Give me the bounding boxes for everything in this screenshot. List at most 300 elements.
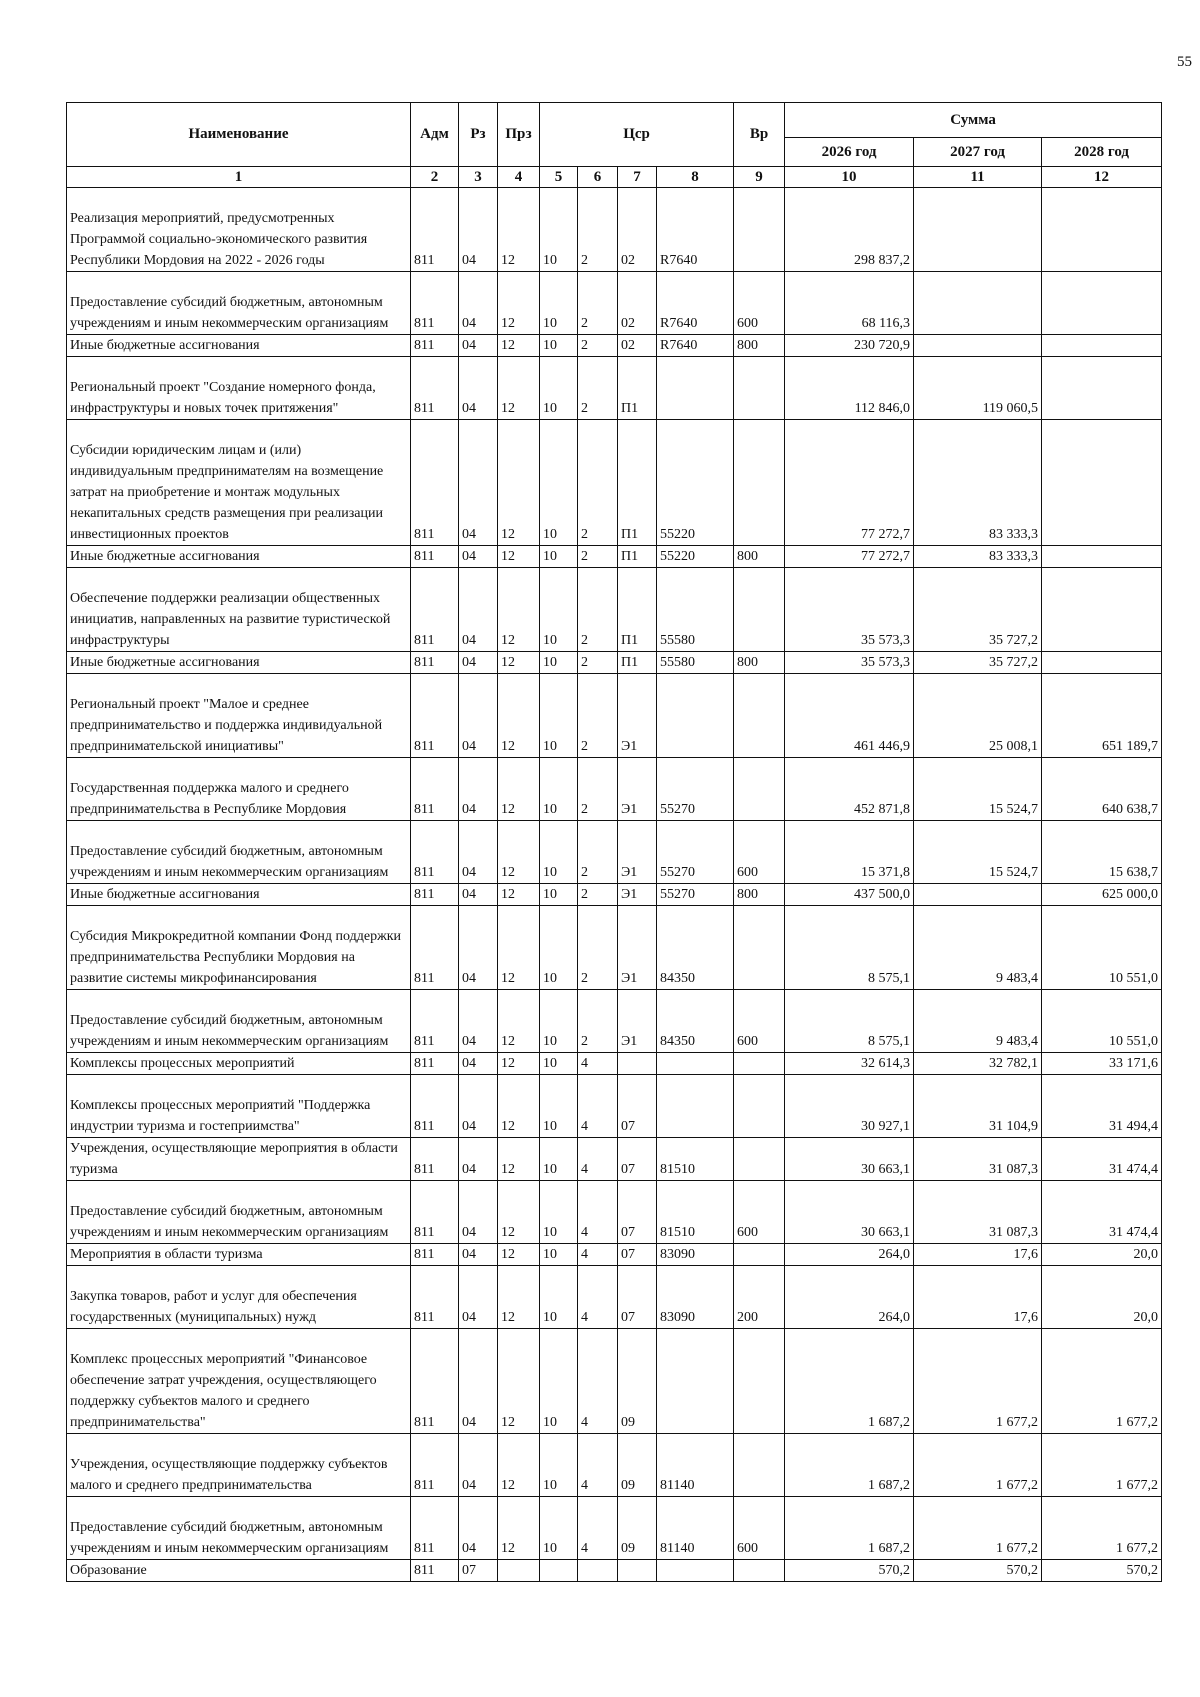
row-prz: 12 xyxy=(498,758,540,821)
row-csr-part-7: П1 xyxy=(618,568,657,652)
header-prz: Прз xyxy=(498,103,540,167)
table-row xyxy=(67,1075,1162,1138)
row-amount-2028 xyxy=(1042,357,1162,420)
table-row xyxy=(67,357,1162,420)
row-csr-part-6: 2 xyxy=(578,652,618,674)
row-amount-2028: 31 474,4 xyxy=(1042,1181,1162,1244)
row-csr-part-8: 55220 xyxy=(657,546,734,568)
row-prz: 12 xyxy=(498,335,540,357)
row-name: Предоставление субсидий бюджетным, автономным учреждениям и иным некоммерческим организациям xyxy=(67,272,411,335)
row-csr-part-5: 10 xyxy=(540,568,578,652)
row-name: Обеспечение поддержки реализации общественных инициатив, направленных на развитие туристической инфраструктуры xyxy=(67,568,411,652)
row-name: Образование xyxy=(67,1560,411,1582)
row-rz: 04 xyxy=(459,1075,498,1138)
row-amount-2028: 33 171,6 xyxy=(1042,1053,1162,1075)
row-amount-2027: 1 677,2 xyxy=(914,1497,1042,1560)
row-prz: 12 xyxy=(498,1138,540,1181)
row-csr-part-6: 2 xyxy=(578,357,618,420)
row-csr-part-6: 2 xyxy=(578,335,618,357)
row-csr-part-6 xyxy=(578,1560,618,1582)
row-name: Иные бюджетные ассигнования xyxy=(67,884,411,906)
row-amount-2028: 625 000,0 xyxy=(1042,884,1162,906)
row-amount-2026: 264,0 xyxy=(785,1266,914,1329)
row-adm: 811 xyxy=(411,546,459,568)
row-adm: 811 xyxy=(411,357,459,420)
row-rz: 04 xyxy=(459,1181,498,1244)
row-vr xyxy=(734,188,785,272)
row-amount-2026: 35 573,3 xyxy=(785,652,914,674)
row-csr-part-7: Э1 xyxy=(618,821,657,884)
row-amount-2027: 31 104,9 xyxy=(914,1075,1042,1138)
row-amount-2027 xyxy=(914,884,1042,906)
table-row xyxy=(67,1497,1162,1560)
row-csr-part-7: 09 xyxy=(618,1329,657,1434)
table-row xyxy=(67,906,1162,990)
row-amount-2028: 1 677,2 xyxy=(1042,1434,1162,1497)
row-adm: 811 xyxy=(411,1244,459,1266)
row-prz: 12 xyxy=(498,990,540,1053)
row-adm: 811 xyxy=(411,1560,459,1582)
row-csr-part-5: 10 xyxy=(540,884,578,906)
table-row xyxy=(67,758,1162,821)
row-amount-2027: 15 524,7 xyxy=(914,758,1042,821)
row-csr-part-5: 10 xyxy=(540,1181,578,1244)
row-csr-part-7: Э1 xyxy=(618,758,657,821)
row-csr-part-8: 83090 xyxy=(657,1266,734,1329)
row-vr xyxy=(734,1560,785,1582)
row-amount-2026: 230 720,9 xyxy=(785,335,914,357)
row-csr-part-7: Э1 xyxy=(618,884,657,906)
row-vr: 600 xyxy=(734,1497,785,1560)
row-amount-2027: 25 008,1 xyxy=(914,674,1042,758)
row-csr-part-6: 4 xyxy=(578,1266,618,1329)
row-amount-2026: 1 687,2 xyxy=(785,1329,914,1434)
table-row xyxy=(67,1434,1162,1497)
row-amount-2027: 9 483,4 xyxy=(914,906,1042,990)
row-csr-part-8: R7640 xyxy=(657,188,734,272)
row-csr-part-6: 4 xyxy=(578,1244,618,1266)
row-csr-part-5: 10 xyxy=(540,188,578,272)
row-amount-2026: 112 846,0 xyxy=(785,357,914,420)
row-rz: 04 xyxy=(459,1244,498,1266)
row-amount-2027: 31 087,3 xyxy=(914,1138,1042,1181)
row-adm: 811 xyxy=(411,568,459,652)
table-row xyxy=(67,568,1162,652)
row-csr-part-6: 2 xyxy=(578,990,618,1053)
row-csr-part-6: 4 xyxy=(578,1181,618,1244)
row-csr-part-5: 10 xyxy=(540,1138,578,1181)
row-prz: 12 xyxy=(498,674,540,758)
row-amount-2027: 17,6 xyxy=(914,1266,1042,1329)
row-csr-part-5: 10 xyxy=(540,1075,578,1138)
row-vr xyxy=(734,357,785,420)
row-amount-2028 xyxy=(1042,420,1162,546)
row-csr-part-5: 10 xyxy=(540,357,578,420)
row-adm: 811 xyxy=(411,1075,459,1138)
row-vr: 800 xyxy=(734,546,785,568)
row-vr xyxy=(734,1053,785,1075)
row-amount-2027 xyxy=(914,335,1042,357)
row-prz: 12 xyxy=(498,188,540,272)
row-csr-part-8: 81510 xyxy=(657,1138,734,1181)
row-prz: 12 xyxy=(498,1181,540,1244)
row-adm: 811 xyxy=(411,1053,459,1075)
row-rz: 07 xyxy=(459,1560,498,1582)
column-number: 11 xyxy=(914,167,1042,188)
row-csr-part-7: 07 xyxy=(618,1266,657,1329)
row-prz: 12 xyxy=(498,652,540,674)
row-csr-part-5: 10 xyxy=(540,1266,578,1329)
row-rz: 04 xyxy=(459,906,498,990)
header-year-2027: 2027 год xyxy=(914,138,1042,167)
row-csr-part-6: 2 xyxy=(578,884,618,906)
row-amount-2026: 30 927,1 xyxy=(785,1075,914,1138)
row-rz: 04 xyxy=(459,652,498,674)
row-csr-part-7: П1 xyxy=(618,652,657,674)
row-csr-part-6: 2 xyxy=(578,420,618,546)
row-prz: 12 xyxy=(498,272,540,335)
row-amount-2027: 35 727,2 xyxy=(914,568,1042,652)
table-row xyxy=(67,990,1162,1053)
row-amount-2027: 31 087,3 xyxy=(914,1181,1042,1244)
row-prz: 12 xyxy=(498,357,540,420)
row-csr-part-7: 09 xyxy=(618,1497,657,1560)
row-name: Мероприятия в области туризма xyxy=(67,1244,411,1266)
row-prz: 12 xyxy=(498,884,540,906)
row-name: Предоставление субсидий бюджетным, автономным учреждениям и иным некоммерческим организациям xyxy=(67,990,411,1053)
row-amount-2028: 640 638,7 xyxy=(1042,758,1162,821)
row-csr-part-5: 10 xyxy=(540,674,578,758)
row-vr: 600 xyxy=(734,272,785,335)
row-amount-2028 xyxy=(1042,652,1162,674)
row-amount-2028 xyxy=(1042,188,1162,272)
row-csr-part-7: 02 xyxy=(618,272,657,335)
column-number: 4 xyxy=(498,167,540,188)
row-csr-part-5: 10 xyxy=(540,652,578,674)
row-csr-part-6: 2 xyxy=(578,758,618,821)
row-adm: 811 xyxy=(411,188,459,272)
row-amount-2026: 77 272,7 xyxy=(785,420,914,546)
row-rz: 04 xyxy=(459,758,498,821)
row-vr xyxy=(734,420,785,546)
column-number: 2 xyxy=(411,167,459,188)
row-name: Региональный проект "Создание номерного фонда, инфраструктуры и новых точек притяжения" xyxy=(67,357,411,420)
row-name: Комплексы процессных мероприятий xyxy=(67,1053,411,1075)
row-rz: 04 xyxy=(459,821,498,884)
row-adm: 811 xyxy=(411,906,459,990)
row-name: Иные бюджетные ассигнования xyxy=(67,546,411,568)
row-amount-2028: 1 677,2 xyxy=(1042,1497,1162,1560)
row-prz: 12 xyxy=(498,1244,540,1266)
row-csr-part-8 xyxy=(657,1560,734,1582)
table-row xyxy=(67,1053,1162,1075)
row-amount-2027: 570,2 xyxy=(914,1560,1042,1582)
row-prz: 12 xyxy=(498,420,540,546)
row-name: Комплекс процессных мероприятий "Финансовое обеспечение затрат учреждения, осуществляющего поддержку субъектов малого и среднего предпринимательства" xyxy=(67,1329,411,1434)
row-amount-2027 xyxy=(914,272,1042,335)
header-csr: Цср xyxy=(540,103,734,167)
row-name: Предоставление субсидий бюджетным, автономным учреждениям и иным некоммерческим организациям xyxy=(67,821,411,884)
row-csr-part-7: П1 xyxy=(618,546,657,568)
header-vr: Вр xyxy=(734,103,785,167)
table-row xyxy=(67,674,1162,758)
row-csr-part-8: 55270 xyxy=(657,884,734,906)
row-csr-part-5: 10 xyxy=(540,758,578,821)
page-number: 55 xyxy=(1177,54,1192,70)
column-number: 8 xyxy=(657,167,734,188)
row-prz: 12 xyxy=(498,568,540,652)
row-csr-part-5: 10 xyxy=(540,906,578,990)
row-csr-part-6: 2 xyxy=(578,188,618,272)
row-amount-2026: 32 614,3 xyxy=(785,1053,914,1075)
row-vr: 600 xyxy=(734,990,785,1053)
row-rz: 04 xyxy=(459,884,498,906)
row-csr-part-8: 55220 xyxy=(657,420,734,546)
row-csr-part-6: 4 xyxy=(578,1138,618,1181)
row-adm: 811 xyxy=(411,990,459,1053)
row-adm: 811 xyxy=(411,1266,459,1329)
row-rz: 04 xyxy=(459,1266,498,1329)
table-row xyxy=(67,1244,1162,1266)
row-prz: 12 xyxy=(498,1075,540,1138)
row-prz: 12 xyxy=(498,546,540,568)
row-csr-part-6: 4 xyxy=(578,1075,618,1138)
row-csr-part-8: R7640 xyxy=(657,335,734,357)
row-adm: 811 xyxy=(411,821,459,884)
row-amount-2028: 20,0 xyxy=(1042,1244,1162,1266)
row-csr-part-6: 2 xyxy=(578,546,618,568)
row-amount-2027: 15 524,7 xyxy=(914,821,1042,884)
row-vr xyxy=(734,674,785,758)
row-adm: 811 xyxy=(411,335,459,357)
row-csr-part-7: 07 xyxy=(618,1244,657,1266)
row-csr-part-7 xyxy=(618,1053,657,1075)
column-number: 3 xyxy=(459,167,498,188)
row-amount-2028: 651 189,7 xyxy=(1042,674,1162,758)
row-amount-2026: 15 371,8 xyxy=(785,821,914,884)
row-csr-part-5: 10 xyxy=(540,272,578,335)
row-name: Субсидии юридическим лицам и (или) индивидуальным предпринимателям на возмещение затрат на приобретение и монтаж модульных некапитальных средств размещения при реализации инвестиционных проектов xyxy=(67,420,411,546)
table-row xyxy=(67,1329,1162,1434)
row-adm: 811 xyxy=(411,272,459,335)
row-csr-part-8: 55270 xyxy=(657,758,734,821)
row-adm: 811 xyxy=(411,1181,459,1244)
table-row xyxy=(67,1181,1162,1244)
row-amount-2026: 437 500,0 xyxy=(785,884,914,906)
row-amount-2027 xyxy=(914,188,1042,272)
row-name: Региональный проект "Малое и среднее предпринимательство и поддержка индивидуальной предпринимательской инициативы" xyxy=(67,674,411,758)
row-vr: 800 xyxy=(734,652,785,674)
row-csr-part-5 xyxy=(540,1560,578,1582)
budget-table xyxy=(66,102,1162,1582)
table-row xyxy=(67,335,1162,357)
row-amount-2027: 32 782,1 xyxy=(914,1053,1042,1075)
row-amount-2028: 10 551,0 xyxy=(1042,906,1162,990)
row-amount-2028: 31 494,4 xyxy=(1042,1075,1162,1138)
column-number: 7 xyxy=(618,167,657,188)
row-rz: 04 xyxy=(459,990,498,1053)
row-rz: 04 xyxy=(459,1434,498,1497)
row-name: Учреждения, осуществляющие мероприятия в области туризма xyxy=(67,1138,411,1181)
row-rz: 04 xyxy=(459,420,498,546)
row-vr: 600 xyxy=(734,1181,785,1244)
row-csr-part-8: R7640 xyxy=(657,272,734,335)
table-row xyxy=(67,420,1162,546)
row-name: Предоставление субсидий бюджетным, автономным учреждениям и иным некоммерческим организациям xyxy=(67,1181,411,1244)
row-amount-2027: 17,6 xyxy=(914,1244,1042,1266)
row-name: Иные бюджетные ассигнования xyxy=(67,335,411,357)
row-name: Субсидия Микрокредитной компании Фонд поддержки предпринимательства Республики Мордовия на развитие системы микрофинансирования xyxy=(67,906,411,990)
row-csr-part-8 xyxy=(657,357,734,420)
row-rz: 04 xyxy=(459,1053,498,1075)
row-name: Реализация мероприятий, предусмотренных Программой социально-экономического развития Республики Мордовия на 2022 - 2026 годы xyxy=(67,188,411,272)
row-adm: 811 xyxy=(411,884,459,906)
row-amount-2028: 20,0 xyxy=(1042,1266,1162,1329)
row-amount-2027: 1 677,2 xyxy=(914,1434,1042,1497)
table-row xyxy=(67,652,1162,674)
row-csr-part-5: 10 xyxy=(540,1434,578,1497)
row-prz: 12 xyxy=(498,821,540,884)
row-rz: 04 xyxy=(459,357,498,420)
row-csr-part-8: 55270 xyxy=(657,821,734,884)
row-csr-part-8 xyxy=(657,1329,734,1434)
row-rz: 04 xyxy=(459,1329,498,1434)
row-csr-part-7: П1 xyxy=(618,420,657,546)
row-csr-part-6: 2 xyxy=(578,568,618,652)
row-amount-2026: 461 446,9 xyxy=(785,674,914,758)
header-year-2028: 2028 год xyxy=(1042,138,1162,167)
row-amount-2026: 1 687,2 xyxy=(785,1497,914,1560)
row-vr: 800 xyxy=(734,884,785,906)
row-name: Предоставление субсидий бюджетным, автономным учреждениям и иным некоммерческим организациям xyxy=(67,1497,411,1560)
table-row xyxy=(67,188,1162,272)
row-vr xyxy=(734,1434,785,1497)
row-vr: 800 xyxy=(734,335,785,357)
row-amount-2026: 8 575,1 xyxy=(785,990,914,1053)
row-amount-2028 xyxy=(1042,568,1162,652)
row-name: Комплексы процессных мероприятий "Поддержка индустрии туризма и гостеприимства" xyxy=(67,1075,411,1138)
row-csr-part-8: 84350 xyxy=(657,906,734,990)
row-amount-2026: 68 116,3 xyxy=(785,272,914,335)
row-rz: 04 xyxy=(459,335,498,357)
row-amount-2027: 35 727,2 xyxy=(914,652,1042,674)
table-row xyxy=(67,272,1162,335)
row-csr-part-7: П1 xyxy=(618,357,657,420)
row-vr xyxy=(734,1075,785,1138)
row-amount-2026: 30 663,1 xyxy=(785,1181,914,1244)
row-prz: 12 xyxy=(498,1266,540,1329)
table-row xyxy=(67,884,1162,906)
row-csr-part-5: 10 xyxy=(540,420,578,546)
row-vr: 600 xyxy=(734,821,785,884)
row-amount-2028 xyxy=(1042,546,1162,568)
row-amount-2028: 31 474,4 xyxy=(1042,1138,1162,1181)
row-csr-part-8: 81510 xyxy=(657,1181,734,1244)
row-vr xyxy=(734,568,785,652)
row-prz: 12 xyxy=(498,1497,540,1560)
row-csr-part-8: 84350 xyxy=(657,990,734,1053)
table-row xyxy=(67,821,1162,884)
row-amount-2026: 1 687,2 xyxy=(785,1434,914,1497)
column-number: 1 xyxy=(67,167,411,188)
row-csr-part-6: 4 xyxy=(578,1329,618,1434)
row-vr xyxy=(734,758,785,821)
row-csr-part-5: 10 xyxy=(540,1244,578,1266)
row-rz: 04 xyxy=(459,546,498,568)
table-row xyxy=(67,1138,1162,1181)
row-csr-part-7: 07 xyxy=(618,1138,657,1181)
row-prz: 12 xyxy=(498,1053,540,1075)
row-csr-part-7: 09 xyxy=(618,1434,657,1497)
row-csr-part-7 xyxy=(618,1560,657,1582)
row-name: Учреждения, осуществляющие поддержку субъектов малого и среднего предпринимательства xyxy=(67,1434,411,1497)
row-vr xyxy=(734,906,785,990)
column-number: 9 xyxy=(734,167,785,188)
row-adm: 811 xyxy=(411,1138,459,1181)
row-csr-part-7: 02 xyxy=(618,188,657,272)
column-number: 10 xyxy=(785,167,914,188)
row-rz: 04 xyxy=(459,1138,498,1181)
row-amount-2027: 119 060,5 xyxy=(914,357,1042,420)
row-amount-2026: 298 837,2 xyxy=(785,188,914,272)
row-amount-2028 xyxy=(1042,335,1162,357)
row-prz: 12 xyxy=(498,1434,540,1497)
row-amount-2026: 30 663,1 xyxy=(785,1138,914,1181)
row-csr-part-8 xyxy=(657,1053,734,1075)
table-body xyxy=(67,188,1162,1582)
row-csr-part-7: 02 xyxy=(618,335,657,357)
row-csr-part-7: 07 xyxy=(618,1181,657,1244)
row-rz: 04 xyxy=(459,568,498,652)
row-rz: 04 xyxy=(459,188,498,272)
row-csr-part-5: 10 xyxy=(540,335,578,357)
row-csr-part-6: 4 xyxy=(578,1434,618,1497)
row-prz: 12 xyxy=(498,1329,540,1434)
row-name: Государственная поддержка малого и среднего предпринимательства в Республике Мордовия xyxy=(67,758,411,821)
row-adm: 811 xyxy=(411,758,459,821)
row-csr-part-5: 10 xyxy=(540,1497,578,1560)
row-name: Закупка товаров, работ и услуг для обеспечения государственных (муниципальных) нужд xyxy=(67,1266,411,1329)
row-adm: 811 xyxy=(411,674,459,758)
row-adm: 811 xyxy=(411,1329,459,1434)
row-csr-part-6: 2 xyxy=(578,674,618,758)
row-amount-2026: 77 272,7 xyxy=(785,546,914,568)
row-amount-2027: 83 333,3 xyxy=(914,420,1042,546)
row-amount-2026: 264,0 xyxy=(785,1244,914,1266)
header-name: Наименование xyxy=(67,103,411,167)
row-vr xyxy=(734,1329,785,1434)
row-amount-2027: 83 333,3 xyxy=(914,546,1042,568)
row-adm: 811 xyxy=(411,420,459,546)
row-csr-part-5: 10 xyxy=(540,821,578,884)
row-amount-2026: 35 573,3 xyxy=(785,568,914,652)
row-prz xyxy=(498,1560,540,1582)
row-csr-part-8 xyxy=(657,674,734,758)
row-csr-part-6: 4 xyxy=(578,1053,618,1075)
row-rz: 04 xyxy=(459,272,498,335)
row-vr xyxy=(734,1138,785,1181)
column-numbers-row xyxy=(67,167,1162,188)
row-csr-part-7: 07 xyxy=(618,1075,657,1138)
row-amount-2027: 9 483,4 xyxy=(914,990,1042,1053)
row-csr-part-7: Э1 xyxy=(618,906,657,990)
row-adm: 811 xyxy=(411,1434,459,1497)
row-amount-2028: 570,2 xyxy=(1042,1560,1162,1582)
header-sum: Сумма xyxy=(785,103,1162,138)
header-year-2026: 2026 год xyxy=(785,138,914,167)
header-rz: Рз xyxy=(459,103,498,167)
row-csr-part-5: 10 xyxy=(540,990,578,1053)
